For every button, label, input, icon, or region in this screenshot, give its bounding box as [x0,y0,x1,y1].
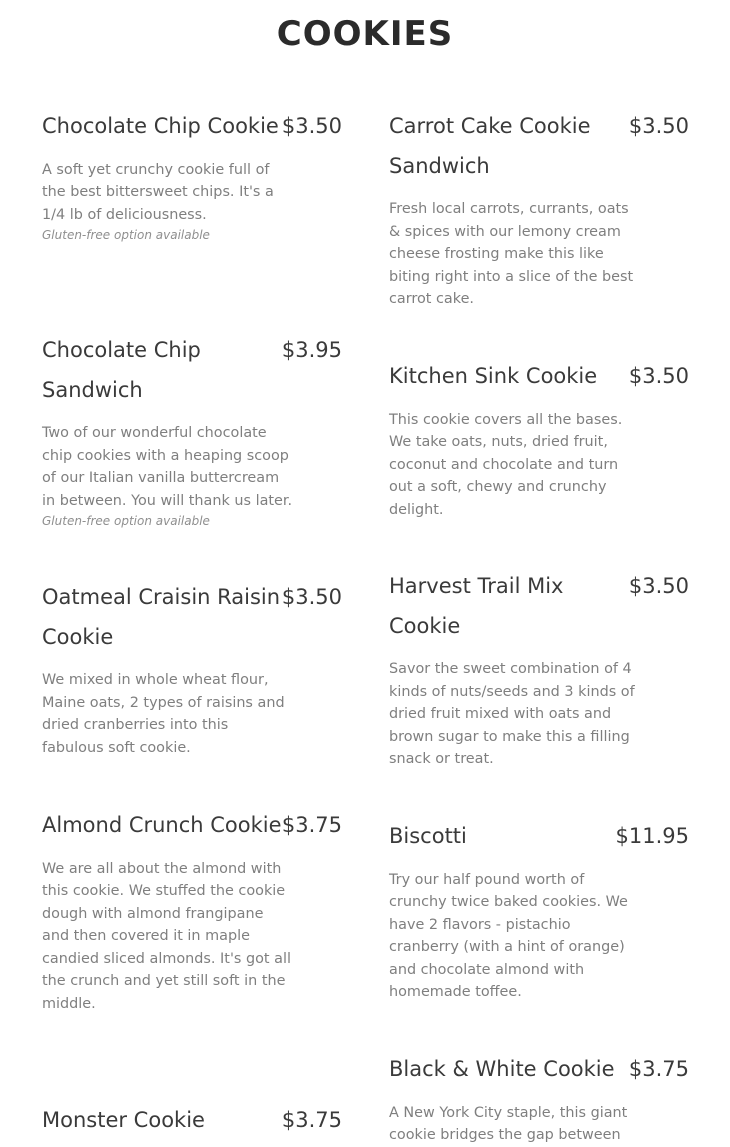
menu-item-price: $3.50 [281,585,342,609]
menu-item-header [42,1101,342,1141]
menu-item-price: $3.75 [628,1057,689,1081]
menu-item [389,1050,689,1147]
menu-item-name: Chocolate Chip Sandwich [42,338,201,402]
menu-item-name: Black & White Cookie [389,1057,615,1081]
menu-item-name: Monster Cookie [42,1108,205,1132]
menu-item-description: We mixed in whole wheat flour, Maine oats, 2 types of raisins and dried cranberries into this fabulous soft cookie. [42,672,285,756]
menu-item [389,567,689,771]
menu-item-header [42,578,342,657]
menu-item-name: Carrot Cake Cookie Sandwich [389,114,591,178]
menu-item-note: Gluten-free option available [42,228,210,242]
menu-item-name: Harvest Trail Mix Cookie [389,574,564,638]
menu-item-price: $3.75 [281,813,342,837]
menu-item-note: Gluten-free option available [42,514,210,528]
menu-item-name: Almond Crunch Cookie [42,813,282,837]
menu-item-name: Biscotti [389,824,467,848]
menu-item-header [42,331,342,410]
menu-item-description: Fresh local carrots, currants, oats & spices with our lemony cream cheese frosting make this like biting right into a slice of the best carrot cake. [389,201,634,307]
menu-item-price: $3.75 [281,1108,342,1132]
menu-item-header [389,357,689,397]
menu-item-price: $11.95 [615,824,689,848]
menu-item [42,578,342,759]
menu-item [389,357,689,521]
menu-item-description: Try our half pound worth of crunchy twice baked cookies. We have 2 flavors - pistachio cranberry (with a hint of orange) and chocolate almond with homemade toffee. [389,871,628,1000]
menu-item-header [42,806,342,846]
menu-item-price: $3.50 [628,364,689,388]
menu-item [389,107,689,311]
menu-item-header [389,817,689,857]
menu-item [42,806,342,1015]
menu-item-name: Chocolate Chip Cookie [42,114,279,138]
menu-item-description: A New York City staple, this giant cookie bridges the gap between [389,1104,628,1143]
page-title: COOKIES [276,14,454,54]
menu-item [42,331,342,530]
menu-item-price: $3.50 [281,114,342,138]
menu-item [42,107,342,244]
menu-item-header [389,1050,689,1090]
menu-item-header [389,567,689,646]
menu-item-description: We are all about the almond with this cookie. We stuffed the cookie dough with almond frangipane and then covered it in maple candied sliced almonds. It's got all the crunch and yet still soft in the middle. [42,860,291,1012]
menu-item-description: This cookie covers all the bases. We take oats, nuts, dried fruit, coconut and chocolate and turn out a soft, chewy and crunchy delight. [389,411,623,518]
menu-item-description: Savor the sweet combination of 4 kinds of nuts/seeds and 3 kinds of dried fruit mixed with oats and brown sugar to make this a filling snack or treat. [389,661,635,767]
menu-item-description: Two of our wonderful chocolate chip cookies with a heaping scoop of our Italian vanilla buttercream in between. You will thank us later. [42,425,293,509]
menu-item-description: A soft yet crunchy cookie full of the best bittersweet chips. It's a 1/4 lb of deliciousness. [42,161,274,223]
menu-item-price: $3.95 [281,338,342,362]
menu-item-price: $3.50 [628,574,689,598]
menu-item-name: Oatmeal Craisin Raisin Cookie [42,585,281,649]
menu-item-price: $3.50 [628,114,689,138]
menu-item-name: Kitchen Sink Cookie [389,364,598,388]
menu-item [42,1101,342,1141]
menu-item [389,817,689,1004]
menu-item-header [42,107,342,147]
menu-item-header [389,107,689,186]
